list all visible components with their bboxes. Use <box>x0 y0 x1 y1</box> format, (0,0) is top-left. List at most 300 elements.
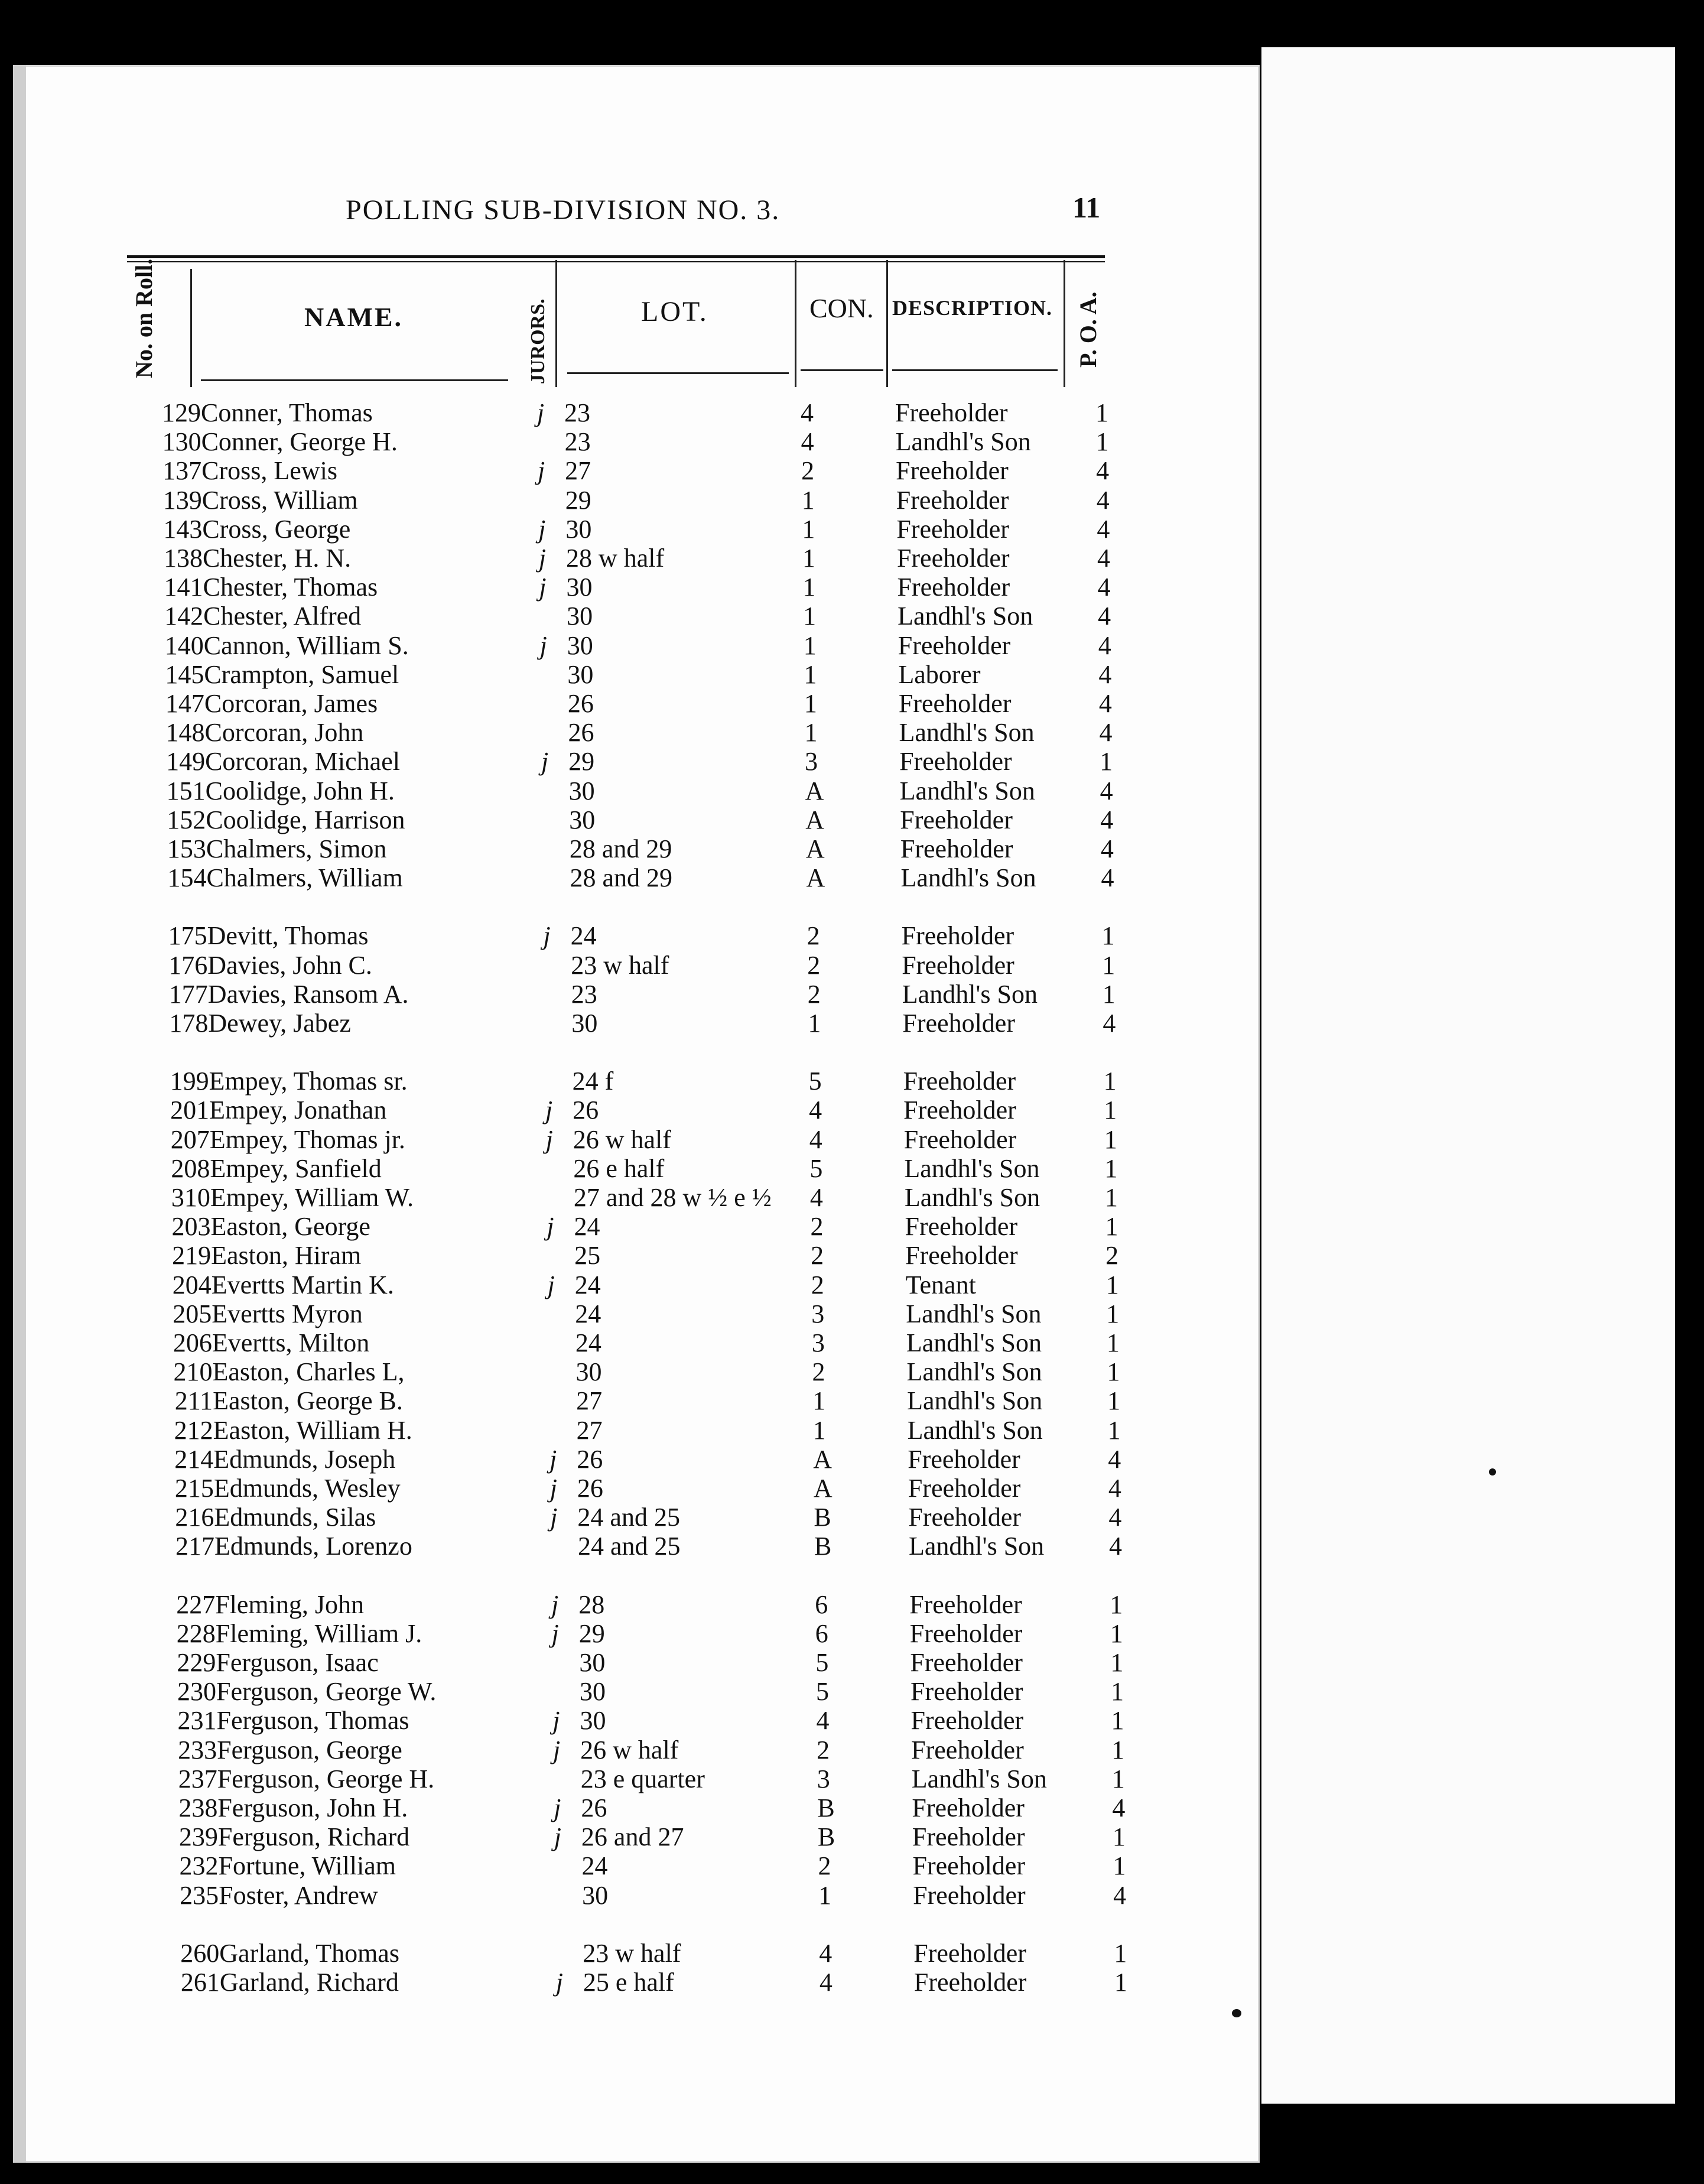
header-rule-thin <box>127 261 1105 262</box>
voter-name: Empey, Sanfield <box>210 1153 382 1183</box>
col-rule <box>555 260 557 387</box>
description-value: Freeholder <box>910 1677 1023 1707</box>
poa-value: 1 <box>1111 1735 1125 1764</box>
roll-number: 199 <box>170 1067 209 1096</box>
con-value: 1 <box>802 573 816 602</box>
description-value: Freeholder <box>900 834 1013 863</box>
poa-value: 1 <box>1105 1212 1118 1242</box>
lot-value: 25 e half <box>583 1968 674 1997</box>
roll-number: 235 <box>180 1880 219 1910</box>
voter-name: Edmunds, Silas <box>214 1503 376 1532</box>
lot-value: 26 w half <box>580 1735 679 1764</box>
lot-value: 24 f <box>572 1067 614 1096</box>
con-value: 1 <box>808 1009 821 1038</box>
poa-value: 4 <box>1101 863 1114 893</box>
con-value: 3 <box>811 1328 825 1357</box>
con-value: A <box>813 1474 833 1503</box>
description-value: Freeholder <box>912 1851 1026 1881</box>
lot-value: 24 <box>581 1851 608 1881</box>
poa-value: 1 <box>1102 950 1116 980</box>
lot-value: 27 <box>576 1386 603 1416</box>
con-value: 1 <box>812 1386 826 1416</box>
lot-value: 30 <box>567 630 593 660</box>
roll-number: 210 <box>173 1357 213 1387</box>
roll-number: 214 <box>174 1444 214 1474</box>
poa-value: 1 <box>1103 1067 1117 1096</box>
poa-value: 4 <box>1103 1009 1116 1038</box>
con-value: B <box>817 1793 835 1822</box>
roll-number: 261 <box>180 1968 220 1997</box>
voter-name: Conner, Thomas <box>201 398 373 427</box>
poa-value: 1 <box>1104 1183 1118 1212</box>
poa-value: 1 <box>1113 1851 1126 1881</box>
lot-value: 26 <box>581 1793 607 1822</box>
lot-value: 30 <box>579 1677 606 1707</box>
con-value: 4 <box>819 1938 833 1968</box>
lot-value: 30 <box>571 1009 598 1038</box>
lot-value: 25 <box>574 1241 601 1270</box>
poa-value: 1 <box>1106 1328 1120 1357</box>
roll-number: 143 <box>163 514 203 544</box>
description-value: Freeholder <box>913 1938 1026 1968</box>
lot-value: 30 <box>566 573 593 602</box>
poa-value: 1 <box>1095 398 1108 427</box>
description-value: Landhl's Son <box>904 1153 1040 1183</box>
roll-number: 239 <box>178 1822 218 1852</box>
lot-value: 30 <box>569 805 596 834</box>
description-value: Landhl's Son <box>899 776 1035 805</box>
lot-value: 24 <box>575 1328 601 1357</box>
description-value: Freeholder <box>896 544 1010 573</box>
poa-value: 4 <box>1099 718 1113 748</box>
description-value: Freeholder <box>908 1503 1022 1532</box>
roll-number: 219 <box>172 1241 212 1270</box>
roll-number: 176 <box>168 950 208 980</box>
poa-value: 4 <box>1109 1532 1123 1561</box>
description-value: Laborer <box>898 659 981 689</box>
lot-value: 26 <box>573 1096 599 1125</box>
poa-value: 4 <box>1112 1793 1126 1822</box>
voter-name: Crampton, Samuel <box>204 659 399 689</box>
roll-number: 215 <box>174 1474 214 1503</box>
roll-number: 152 <box>167 805 206 834</box>
juror-mark: j <box>549 1474 557 1503</box>
description-value: Freeholder <box>896 456 1009 486</box>
poa-value: 1 <box>1100 747 1113 776</box>
juror-mark: j <box>547 1212 554 1242</box>
poa-value: 4 <box>1098 630 1111 660</box>
voter-name: Corcoran, Michael <box>205 747 400 776</box>
con-value: 4 <box>809 1183 823 1212</box>
lot-value: 30 <box>579 1648 606 1677</box>
con-value: 1 <box>804 659 817 689</box>
page-edge <box>13 65 26 2163</box>
page-title: POLLING SUB-DIVISION NO. 3. <box>346 194 781 226</box>
roll-number: 229 <box>177 1648 216 1677</box>
page-number: 11 <box>1072 191 1101 224</box>
poa-value: 4 <box>1108 1444 1121 1474</box>
voter-name: Easton, Charles L, <box>212 1357 405 1387</box>
voter-name: Ferguson, Richard <box>217 1822 410 1852</box>
col-header-poa: P. O. A. <box>1075 291 1101 368</box>
poa-value: 4 <box>1113 1880 1127 1910</box>
con-value: 4 <box>816 1706 830 1736</box>
voter-name: Garland, Richard <box>219 1968 399 1997</box>
voter-name: Fleming, William J. <box>215 1618 422 1648</box>
con-value: B <box>814 1532 832 1561</box>
poa-value: 4 <box>1098 659 1112 689</box>
lot-value: 30 <box>567 659 594 689</box>
poa-value: 4 <box>1096 456 1110 486</box>
description-value: Freeholder <box>902 1009 1015 1038</box>
poa-value: 1 <box>1104 1153 1118 1183</box>
roll-number: 177 <box>168 979 208 1009</box>
lot-value: 26 <box>567 689 594 718</box>
col-rule <box>1064 260 1065 387</box>
roll-number: 216 <box>175 1503 214 1532</box>
col-rule <box>795 260 796 387</box>
juror-mark: j <box>539 573 547 602</box>
con-value: 2 <box>818 1851 831 1881</box>
voter-name: Evertts Myron <box>212 1299 363 1328</box>
roll-number: 147 <box>165 689 204 718</box>
con-value: 1 <box>812 1415 826 1445</box>
description-value: Landhl's Son <box>906 1328 1042 1357</box>
roll-number: 310 <box>171 1183 210 1212</box>
roll-number: 211 <box>174 1386 213 1416</box>
roll-number: 151 <box>166 776 206 805</box>
juror-mark: j <box>536 398 545 427</box>
juror-mark: j <box>538 456 545 486</box>
poa-value: 1 <box>1107 1415 1121 1445</box>
roll-number: 140 <box>164 630 204 660</box>
con-value: B <box>817 1822 835 1852</box>
con-value: 3 <box>811 1299 825 1328</box>
voter-name: Davies, John C. <box>207 950 372 980</box>
lot-value: 26 <box>577 1444 603 1474</box>
col-header-jurors: JURORS. <box>527 298 549 384</box>
roll-number: 141 <box>164 573 203 602</box>
con-value: 4 <box>819 1968 833 1997</box>
voter-name: Chester, Alfred <box>203 602 362 631</box>
con-value: 5 <box>815 1677 829 1707</box>
description-value: Freeholder <box>895 398 1008 427</box>
voter-name: Coolidge, John H. <box>205 776 395 805</box>
description-value: Landhl's Son <box>907 1386 1043 1416</box>
con-value: 6 <box>815 1590 828 1619</box>
poa-value: 4 <box>1100 776 1113 805</box>
voter-name: Empey, Jonathan <box>209 1096 387 1125</box>
description-value: Freeholder <box>908 1444 1020 1474</box>
poa-value: 1 <box>1111 1764 1125 1793</box>
description-value: Freeholder <box>910 1706 1024 1736</box>
roll-number: 231 <box>177 1706 217 1736</box>
juror-mark: j <box>549 1444 557 1474</box>
col-header-description: DESCRIPTION. <box>892 296 1053 320</box>
description-value: Freeholder <box>897 630 1011 660</box>
lot-value: 23 <box>571 979 597 1009</box>
description-value: Landhl's Son <box>902 979 1038 1009</box>
col-underline <box>201 379 508 381</box>
roll-number: 154 <box>167 863 207 893</box>
lot-value: 30 <box>575 1357 602 1387</box>
voter-name: Fleming, John <box>215 1590 364 1619</box>
con-value: 2 <box>807 950 821 980</box>
col-header-no-on-roll: No. on Roll. <box>131 258 157 378</box>
voter-name: Foster, Andrew <box>219 1880 378 1910</box>
con-value: 2 <box>812 1357 825 1387</box>
lot-value: 24 <box>575 1299 601 1328</box>
roll-number: 145 <box>165 659 204 689</box>
roll-number: 208 <box>171 1153 210 1183</box>
voter-name: Garland, Thomas <box>219 1938 399 1968</box>
col-underline <box>567 372 789 374</box>
poa-value: 4 <box>1108 1503 1122 1532</box>
voter-name: Fortune, William <box>218 1851 396 1881</box>
con-value: A <box>806 863 825 893</box>
juror-mark: j <box>552 1706 560 1736</box>
roll-number: 149 <box>166 747 206 776</box>
poa-value: 1 <box>1105 1270 1119 1299</box>
poa-value: 1 <box>1102 979 1116 1009</box>
roll-number: 206 <box>173 1328 212 1357</box>
description-value: Freeholder <box>896 485 1009 515</box>
lot-value: 29 <box>578 1618 605 1648</box>
voter-name: Chalmers, Simon <box>206 834 387 863</box>
juror-mark: j <box>555 1968 563 1997</box>
description-value: Freeholder <box>909 1618 1023 1648</box>
poa-value: 1 <box>1111 1706 1124 1736</box>
voter-name: Corcoran, James <box>204 689 378 718</box>
col-underline <box>801 369 883 371</box>
lot-value: 27 <box>576 1415 603 1445</box>
description-value: Tenant <box>905 1270 976 1299</box>
con-value: 2 <box>811 1241 824 1270</box>
lot-value: 23 w half <box>571 950 669 980</box>
voter-name: Cross, Lewis <box>201 456 337 486</box>
juror-mark: j <box>547 1270 555 1299</box>
poa-value: 1 <box>1104 1096 1117 1125</box>
voter-name: Ferguson, George <box>217 1735 402 1764</box>
description-value: Freeholder <box>908 1474 1021 1503</box>
poa-value: 1 <box>1110 1590 1123 1619</box>
poa-value: 4 <box>1096 485 1110 515</box>
lot-value: 28 and 29 <box>570 863 672 893</box>
con-value: 5 <box>815 1648 829 1677</box>
voter-name: Dewey, Jabez <box>208 1009 351 1038</box>
poa-value: 4 <box>1097 514 1110 544</box>
poa-value: 1 <box>1110 1677 1124 1707</box>
poa-value: 1 <box>1114 1968 1127 1997</box>
description-value: Freeholder <box>912 1822 1025 1852</box>
description-value: Landhl's Son <box>906 1299 1042 1328</box>
roll-number: 260 <box>180 1938 220 1968</box>
poa-value: 1 <box>1107 1357 1120 1387</box>
roll-number: 148 <box>165 718 205 748</box>
con-value: 1 <box>803 602 817 631</box>
voter-name: Ferguson, George H. <box>217 1764 435 1793</box>
poa-value: 4 <box>1108 1474 1121 1503</box>
roll-number: 230 <box>177 1677 216 1707</box>
lot-value: 30 <box>567 602 593 631</box>
description-value: Freeholder <box>903 1096 1016 1125</box>
description-value: Freeholder <box>913 1880 1026 1910</box>
juror-mark: j <box>543 921 551 951</box>
description-value: Landhl's Son <box>904 1183 1040 1212</box>
description-value: Freeholder <box>901 921 1014 951</box>
juror-mark: j <box>541 747 549 776</box>
lot-value: 27 <box>565 456 591 486</box>
lot-value: 26 w half <box>573 1124 671 1154</box>
con-value: 1 <box>802 514 815 544</box>
poa-value: 1 <box>1110 1648 1124 1677</box>
voter-name: Evertts Martin K. <box>211 1270 394 1299</box>
poa-value: 4 <box>1100 834 1114 863</box>
juror-mark: j <box>545 1096 553 1125</box>
con-value: 3 <box>805 747 818 776</box>
voter-name: Edmunds, Wesley <box>213 1474 401 1503</box>
lot-value: 26 e half <box>573 1153 665 1183</box>
voter-name: Ferguson, Thomas <box>216 1706 409 1736</box>
poa-value: 4 <box>1097 544 1110 573</box>
description-value: Freeholder <box>912 1793 1025 1822</box>
con-value: A <box>805 776 824 805</box>
roll-number: 228 <box>176 1618 216 1648</box>
col-header-name: NAME. <box>304 302 404 332</box>
scan-speck <box>1232 2009 1241 2017</box>
back-sheet <box>1261 47 1675 2104</box>
description-value: Freeholder <box>897 573 1010 602</box>
voter-name: Cross, William <box>201 485 358 515</box>
voter-name: Coolidge, Harrison <box>206 805 405 834</box>
poa-value: 4 <box>1098 602 1111 631</box>
lot-value: 26 <box>568 718 594 748</box>
description-value: Landhl's Son <box>906 1357 1042 1387</box>
roll-number: 205 <box>173 1299 212 1328</box>
con-value: 1 <box>818 1880 832 1910</box>
roll-number: 130 <box>162 427 201 457</box>
con-value: 1 <box>804 718 818 748</box>
description-value: Freeholder <box>903 1067 1016 1096</box>
description-value: Landhl's Son <box>911 1764 1047 1793</box>
juror-mark: j <box>538 544 547 573</box>
con-value: 4 <box>801 427 814 457</box>
lot-value: 24 <box>574 1212 600 1242</box>
con-value: 3 <box>817 1764 830 1793</box>
roll-number: 207 <box>170 1124 210 1154</box>
description-value: Freeholder <box>905 1241 1018 1270</box>
roll-number: 201 <box>170 1096 210 1125</box>
voter-name: Cannon, William S. <box>203 630 409 660</box>
con-value: 5 <box>808 1067 822 1096</box>
voter-name: Easton, Hiram <box>211 1241 362 1270</box>
con-value: A <box>805 805 825 834</box>
description-value: Freeholder <box>903 1124 1017 1154</box>
roll-number: 204 <box>172 1270 212 1299</box>
lot-value: 30 <box>568 776 595 805</box>
roll-number: 237 <box>178 1764 217 1793</box>
juror-mark: j <box>545 1124 553 1154</box>
description-value: Freeholder <box>911 1735 1024 1764</box>
con-value: A <box>805 834 825 863</box>
lot-value: 23 e quarter <box>580 1764 705 1793</box>
lot-value: 30 <box>582 1880 609 1910</box>
juror-mark: j <box>553 1735 561 1764</box>
voter-name: Ferguson, Isaac <box>216 1648 379 1677</box>
header-rule <box>127 255 1105 258</box>
lot-value: 26 <box>577 1474 603 1503</box>
description-value: Freeholder <box>905 1212 1018 1242</box>
description-value: Freeholder <box>899 747 1012 776</box>
poa-value: 4 <box>1098 689 1112 718</box>
juror-mark: j <box>539 630 547 660</box>
con-value: 1 <box>804 689 817 718</box>
lot-value: 24 and 25 <box>577 1503 680 1532</box>
con-value: 2 <box>801 456 815 486</box>
con-value: 1 <box>801 485 815 515</box>
description-value: Freeholder <box>913 1968 1027 1997</box>
voter-name: Corcoran, John <box>204 718 364 748</box>
col-underline <box>892 369 1058 371</box>
voter-name: Chester, Thomas <box>203 573 378 602</box>
poa-value: 1 <box>1106 1299 1120 1328</box>
lot-value: 28 and 29 <box>569 834 672 863</box>
roll-number: 232 <box>179 1851 219 1881</box>
voter-name: Chalmers, William <box>206 863 403 893</box>
col-rule <box>886 260 888 387</box>
roll-number: 227 <box>176 1590 216 1619</box>
roll-number: 175 <box>168 921 207 951</box>
description-value: Landhl's Son <box>897 602 1033 631</box>
voter-name: Cross, George <box>202 514 351 544</box>
con-value: 4 <box>809 1096 822 1125</box>
con-value: 1 <box>802 544 815 573</box>
con-value: B <box>814 1503 831 1532</box>
roll-number: 137 <box>162 456 202 486</box>
juror-mark: j <box>538 514 546 544</box>
voter-name: Easton, George <box>210 1212 370 1242</box>
voter-name: Edmunds, Joseph <box>213 1444 396 1474</box>
poa-value: 4 <box>1100 805 1114 834</box>
voter-name: Conner, George H. <box>201 427 398 457</box>
con-value: 2 <box>811 1270 824 1299</box>
description-value: Freeholder <box>900 805 1013 834</box>
con-value: A <box>813 1444 833 1474</box>
voter-name: Devitt, Thomas <box>207 921 369 951</box>
roll-number: 238 <box>178 1793 218 1822</box>
roll-number: 203 <box>171 1212 211 1242</box>
description-value: Landhl's Son <box>907 1415 1043 1445</box>
poa-value: 2 <box>1105 1241 1119 1270</box>
roll-number: 139 <box>162 485 202 515</box>
voter-name: Chester, H. N. <box>202 544 352 573</box>
poa-value: 1 <box>1112 1822 1126 1852</box>
roll-number: 217 <box>175 1532 215 1561</box>
voter-name: Ferguson, John H. <box>217 1793 408 1822</box>
voter-name: Empey, Thomas jr. <box>209 1124 405 1154</box>
juror-mark: j <box>554 1822 562 1852</box>
roll-number: 129 <box>162 398 201 427</box>
description-value: Landhl's Son <box>899 718 1035 748</box>
poa-value: 1 <box>1114 1938 1127 1968</box>
description-value: Freeholder <box>909 1590 1022 1619</box>
lot-value: 24 <box>570 921 597 951</box>
col-header-con: CON. <box>809 293 874 323</box>
lot-value: 26 and 27 <box>581 1822 684 1852</box>
description-value: Freeholder <box>898 689 1012 718</box>
juror-mark: j <box>551 1618 559 1648</box>
col-rule <box>190 269 192 387</box>
